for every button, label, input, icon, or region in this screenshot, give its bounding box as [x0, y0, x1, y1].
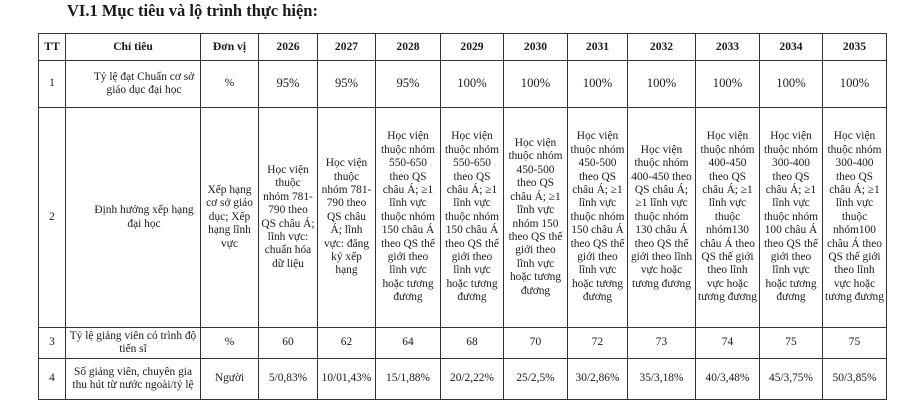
col-header-2034: 2034	[760, 34, 823, 61]
unit-cell: Xếp hạng cơ sở giáo dục; Xếp hạng lĩnh vực	[201, 108, 259, 328]
value-cell: 95%	[318, 61, 376, 108]
value-cell: 50/3,85%	[823, 359, 887, 400]
value-cell: 40/3,48%	[696, 359, 760, 400]
indicator-name: Tỷ lệ đạt Chuẩn cơ sở giáo dục đại học	[66, 61, 201, 108]
value-cell: Học viện thuộc nhóm 781-790 theo QS châu Á; lĩnh vực: đăng ký xếp hạng	[318, 108, 376, 328]
header-row	[39, 34, 887, 61]
unit-cell: %	[201, 61, 259, 108]
row-number: 4	[39, 359, 66, 400]
value-cell: 100%	[823, 61, 887, 108]
col-header-2027: 2027	[318, 34, 376, 61]
indicator-name: Số giảng viên, chuyên gia thu hút từ nước ngoài/tỷ lệ	[66, 359, 201, 400]
value-cell: 100%	[760, 61, 823, 108]
value-cell: 73	[628, 328, 696, 359]
value-cell: 72	[568, 328, 628, 359]
col-header-unit: Đơn vị	[201, 34, 259, 61]
table-row	[39, 328, 887, 359]
value-cell: 35/3,18%	[628, 359, 696, 400]
value-cell: 100%	[696, 61, 760, 108]
value-cell: Học viện thuộc nhóm 450-500 theo QS châu Á; ≥1 lĩnh vực nhóm 150 theo QS thế giới theo lĩnh vực hoặc tương đương	[504, 108, 568, 328]
value-cell: 30/2,86%	[568, 359, 628, 400]
value-cell: 100%	[504, 61, 568, 108]
value-cell: 10/01,43%	[318, 359, 376, 400]
value-cell: Học viện thuộc nhóm 450-500 theo QS châu Á; ≥1 lĩnh vực thuộc nhóm 150 châu Á theo QS thế giới theo lĩnh vực hoặc tương đương	[568, 108, 628, 328]
value-cell: 100%	[441, 61, 504, 108]
value-cell: Học viện thuộc nhóm 300-400 theo QS châu Á; ≥1 lĩnh vực thuộc nhóm100 châu Á theo QS thế giới theo lĩnh vực hoặc tương đương	[823, 108, 887, 328]
value-cell: 95%	[259, 61, 318, 108]
col-header-2028: 2028	[376, 34, 441, 61]
row-number: 3	[39, 328, 66, 359]
row-number: 2	[39, 108, 66, 328]
unit-cell: Người	[201, 359, 259, 400]
col-header-2035: 2035	[823, 34, 887, 61]
value-cell: 95%	[376, 61, 441, 108]
value-cell: 74	[696, 328, 760, 359]
indicator-name: Định hướng xếp hạng đại học	[66, 108, 201, 328]
value-cell: Học viện thuộc nhóm 781-790 theo QS châu Á; lĩnh vực: chuẩn hóa dữ liệu	[259, 108, 318, 328]
value-cell: 100%	[568, 61, 628, 108]
value-cell: 100%	[628, 61, 696, 108]
col-header-2030: 2030	[504, 34, 568, 61]
value-cell: 25/2,5%	[504, 359, 568, 400]
col-header-tt: TT	[39, 34, 66, 61]
value-cell: Học viện thuộc nhóm 550-650 theo QS châu Á; ≥1 lĩnh vực thuộc nhóm 150 châu Á theo QS thế giới theo lĩnh vực hoặc tương đương	[441, 108, 504, 328]
value-cell: 45/3,75%	[760, 359, 823, 400]
value-cell: 62	[318, 328, 376, 359]
value-cell: 75	[760, 328, 823, 359]
col-header-2029: 2029	[441, 34, 504, 61]
table-row	[39, 61, 887, 108]
row-number: 1	[39, 61, 66, 108]
col-header-2026: 2026	[259, 34, 318, 61]
col-header-2032: 2032	[628, 34, 696, 61]
section-heading: VI.1 Mục tiêu và lộ trình thực hiện:	[67, 1, 318, 20]
value-cell: Học viện thuộc nhóm 400-450 theo QS châu Á; ≥1 lĩnh vực thuộc nhóm130 châu Á theo QS thế giới theo lĩnh vực hoặc tương đương	[696, 108, 760, 328]
value-cell: 68	[441, 328, 504, 359]
unit-cell: %	[201, 328, 259, 359]
value-cell: 70	[504, 328, 568, 359]
value-cell: 5/0,83%	[259, 359, 318, 400]
value-cell: 64	[376, 328, 441, 359]
value-cell: 75	[823, 328, 887, 359]
value-cell: 15/1,88%	[376, 359, 441, 400]
value-cell: 60	[259, 328, 318, 359]
value-cell: Học viện thuộc nhóm 300-400 theo QS châu Á; ≥1 lĩnh vực thuộc nhóm 100 châu Á theo QS thế giới theo lĩnh vực hoặc tương đương	[760, 108, 823, 328]
value-cell: 20/2,22%	[441, 359, 504, 400]
value-cell: Học viện thuộc nhóm 400-450 theo QS châu Á; ≥1 lĩnh vực thuộc nhóm 130 châu Á theo QS thế giới theo lĩnh vực hoặc tương đương	[628, 108, 696, 328]
col-header-2031: 2031	[568, 34, 628, 61]
table-row	[39, 108, 887, 328]
col-header-indicator: Chỉ tiêu	[66, 34, 201, 61]
targets-roadmap-table	[38, 33, 887, 400]
indicator-name: Tỷ lệ giảng viên có trình độ tiến sĩ	[66, 328, 201, 359]
table-row	[39, 359, 887, 400]
col-header-2033: 2033	[696, 34, 760, 61]
value-cell: Học viện thuộc nhóm 550-650 theo QS châu Á; ≥1 lĩnh vực thuộc nhóm 150 châu Á theo QS thế giới theo lĩnh vực hoặc tương đương	[376, 108, 441, 328]
